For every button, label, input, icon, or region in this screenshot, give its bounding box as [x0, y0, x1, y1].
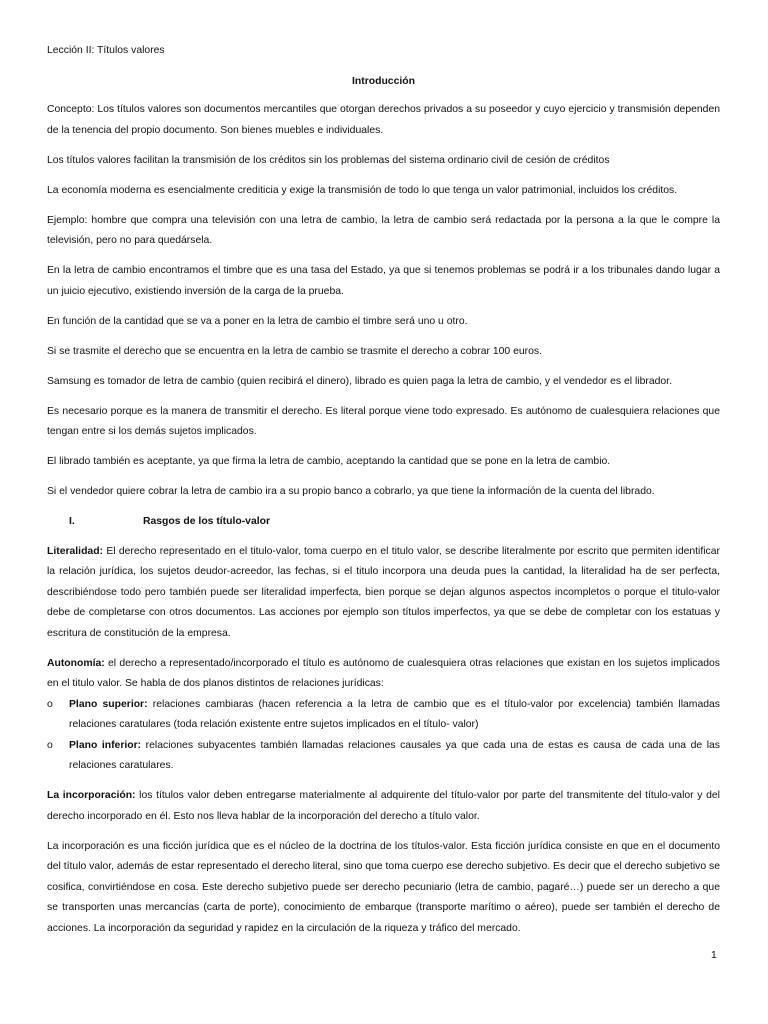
paragraph-facilitan: Los títulos valores facilitan la transmisión de los créditos sin los problemas del sistema ordinario civil de cesión de créditos [47, 154, 610, 166]
paragraph-librado: El librado también es aceptante, ya que firma la letra de cambio, aceptando la cantidad que se pone en la letra de cambio. [47, 456, 611, 467]
incorporacion-label: La incorporación: [47, 790, 136, 801]
paragraph-timbre: En la letra de cambio encontramos el timbre que es una tasa del Estado, ya que si tenemos problemas se podrá ir a los tribunales dando lugar a un juicio ejecutivo, existiendo inversión de la carga de la prueba. [47, 265, 720, 297]
paragraph-ficcion: La incorporación es una ficción jurídica que es el núcleo de la doctrina de los títulos-valor. Esta ficción jurídica consiste en que en el documento del título valor, además de estar representado el derecho literal, sino que toma cuerpo ese derecho subjetivo. Es decir que el derecho subjetivo se cosifica, convirtiéndose en cosa. Este derecho subjetivo puede ser derecho pecuniario (letra de cambio, pagaré…) puede ser un derecho a que se transporten unas mercancías (carta de porte), conocimiento de embarque (transporte marítimo o aéreo), puede ser también el derecho de acciones. La incorporación da seguridad y rapidez en la circulación de la riqueza y tráfico del mercado. [47, 840, 720, 934]
autonomia-label: Autonomía: [47, 657, 105, 669]
paragraph-samsung: Samsung es tomador de letra de cambio (quien recibirá el dinero), librado es quien paga la letra de cambio, y el vendedor es el librador. [47, 375, 672, 387]
plano-superior-text: relaciones cambiaras (hacen referencia a la letra de cambio que es el título-valor por excelencia) también llamadas relaciones caratulares (toda relación existente entre sujetos implicados en el título- valor) [69, 698, 720, 730]
bullet-icon: o [47, 739, 53, 751]
planos-list [47, 695, 720, 777]
page-number: 1 [711, 950, 717, 961]
literalidad-label: Literalidad: [47, 545, 104, 557]
paragraph-cantidad: En función de la cantidad que se va a poner en la letra de cambio el timbre será uno u otro. [47, 315, 468, 327]
plano-inferior-text: relaciones subyacentes también llamadas relaciones causales ya que cada una de estas es causa de cada una de las relaciones caratulares. [69, 739, 720, 771]
paragraph-economia: La economía moderna es esencialmente crediticia y exige la transmisión de todo lo que tenga un valor patrimonial, incluidos los créditos. [47, 184, 678, 196]
section-heading-rasgos [47, 512, 720, 533]
section-title: Rasgos de los título-valor [143, 516, 271, 527]
incorporacion-text: los títulos valor deben entregarse materialmente al adquirente del título-valor por parte del transmitente del título-valor y del derecho incorporado en él. Esto nos lleva hablar de la incorporación del derecho a título valor. [47, 790, 720, 822]
paragraph-vendedor: Si el vendedor quiere cobrar la letra de cambio ira a su propio banco a cobrarlo, ya que tiene la información de la cuenta del librado. [47, 486, 655, 497]
autonomia-text: el derecho a representado/incorporado el título es autónomo de cualesquiera otras relaciones que existan en los sujetos implicados en el titulo valor. Se habla de dos planos distintos de relaciones jurídicas: [47, 657, 720, 689]
plano-superior-label: Plano superior: [69, 698, 148, 710]
paragraph-incorporacion [47, 786, 720, 827]
paragraph-ejemplo: Ejemplo: hombre que compra una televisión con una letra de cambio, la letra de cambio será redactada por la persona a la que le compre la televisión, pero no para quedársela. [47, 214, 720, 246]
plano-inferior-label: Plano inferior: [69, 739, 142, 751]
bullet-icon: o [47, 698, 53, 710]
list-item-plano-inferior [47, 736, 720, 777]
paragraph-trasmite: Si se trasmite el derecho que se encuentra en la letra de cambio se trasmite el derecho a cobrar 100 euros. [47, 345, 542, 357]
paragraph-concepto: Concepto: Los títulos valores son documentos mercantiles que otorgan derechos privados a su poseedor y cuyo ejercicio y transmisión dependen de la tenencia del propio documento. Son bienes muebles e individuales. [47, 104, 720, 136]
document-page [47, 41, 720, 949]
plano-superior-content [69, 695, 720, 736]
paragraph-literalidad [47, 542, 720, 645]
paragraph-autonomia [47, 654, 720, 695]
lesson-title: Lección II: Títulos valores [47, 45, 165, 56]
literalidad-text: El derecho representado en el titulo-valor, toma cuerpo en el titulo valor, se describe literalmente por escrito que permiten identificar la relación jurídica, los sujetos deudor-acreedor, las fechas, si el titulo incorpora una deuda pues la cantidad, la literalidad ha de ser perfecta, describiéndose todo pero también puede ser literalidad imperfecta, bien porque se dejan algunos aspectos incompletos o porque el titulo-valor debe de completarse con otros documentos. Las acciones por ejemplo son títulos imperfectos, ya que se debe de completar con los estatuas y escritura de constitución de la empresa. [47, 545, 720, 639]
section-number: I. [69, 516, 75, 527]
intro-heading: Introducción [352, 75, 415, 87]
plano-inferior-content [69, 736, 720, 777]
paragraph-necesario: Es necesario porque es la manera de transmitir el derecho. Es literal porque viene todo expresado. Es autónomo de cualesquiera relaciones que tengan entre si los demás sujetos implicados. [47, 405, 720, 437]
list-item-plano-superior [47, 695, 720, 736]
